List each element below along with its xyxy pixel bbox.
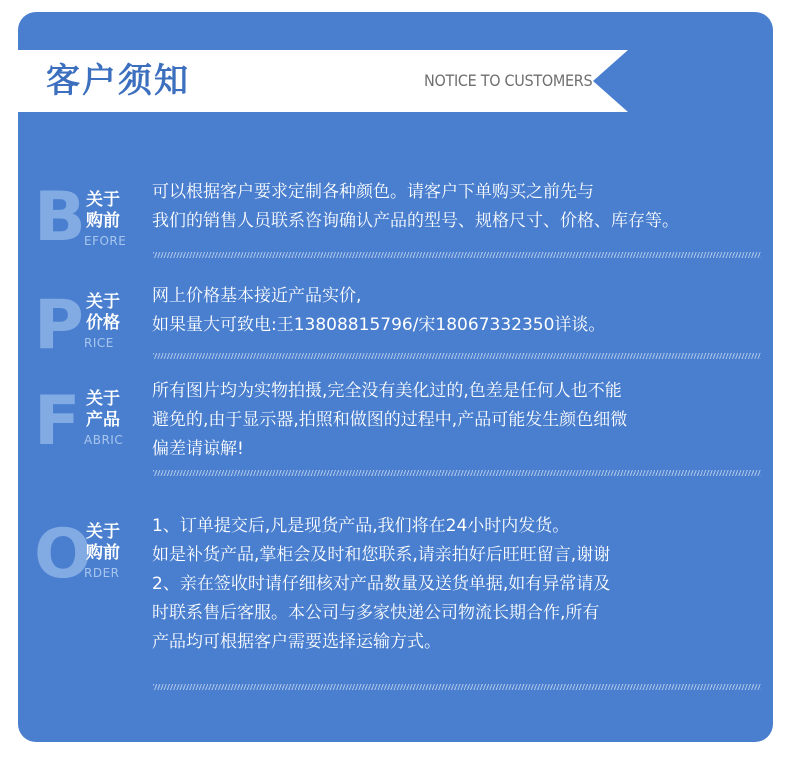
section-english: ABRIC	[84, 433, 124, 447]
text-line: 1、订单提交后,凡是现货产品,我们将在24小时内发货。	[152, 516, 570, 536]
notice-card	[18, 12, 773, 742]
section-label-1: 关于	[86, 190, 120, 210]
section-label-2: 价格	[86, 313, 120, 333]
section-text	[152, 512, 610, 657]
divider	[153, 684, 761, 690]
section-label-1: 关于	[86, 389, 120, 409]
section-label-2: 购前	[86, 211, 120, 231]
section-english: RDER	[84, 566, 120, 580]
section-label-1: 关于	[86, 292, 120, 312]
section-english: EFORE	[84, 234, 127, 248]
text-line: 网上价格基本接近产品实价,	[152, 286, 362, 306]
section-text	[152, 178, 679, 236]
divider	[153, 353, 761, 359]
text-line: 所有图片均为实物拍摄,完全没有美化过的,色差是任何人也不能	[152, 381, 622, 401]
section-text	[152, 282, 605, 340]
text-line: 2、亲在签收时请仔细核对产品数量及送货单据,如有异常请及	[152, 574, 611, 594]
section-label-2: 产品	[86, 410, 120, 430]
header-banner	[18, 50, 628, 112]
divider	[153, 252, 761, 258]
section-text	[152, 377, 627, 464]
section-english: RICE	[84, 336, 114, 350]
text-line: 产品均可根据客户需要选择运输方式。	[152, 632, 441, 652]
section-letter: O	[34, 515, 92, 594]
divider	[153, 470, 761, 476]
section-letter: P	[34, 286, 84, 365]
text-line: 我们的销售人员联系咨询确认产品的型号、规格尺寸、价格、库存等。	[152, 211, 679, 231]
text-line: 偏差请谅解!	[152, 439, 244, 459]
page-subtitle: NOTICE TO CUSTOMERS	[424, 71, 593, 90]
text-line: 避免的,由于显示器,拍照和做图的过程中,产品可能发生颜色细微	[152, 410, 628, 430]
page-title: 客户须知	[46, 61, 190, 101]
section-letter: B	[34, 178, 86, 257]
section-letter: F	[34, 382, 81, 461]
text-line: 时联系售后客服。本公司与多家快递公司物流长期合作,所有	[152, 603, 600, 623]
text-line: 如是补货产品,掌柜会及时和您联系,请亲拍好后旺旺留言,谢谢	[152, 545, 611, 565]
text-line: 如果量大可致电:王13808815796/宋18067332350详谈。	[152, 315, 606, 335]
section-label-1: 关于	[86, 522, 120, 542]
text-line: 可以根据客户要求定制各种颜色。请客户下单购买之前先与	[152, 182, 594, 202]
section-label-2: 购前	[86, 543, 120, 563]
